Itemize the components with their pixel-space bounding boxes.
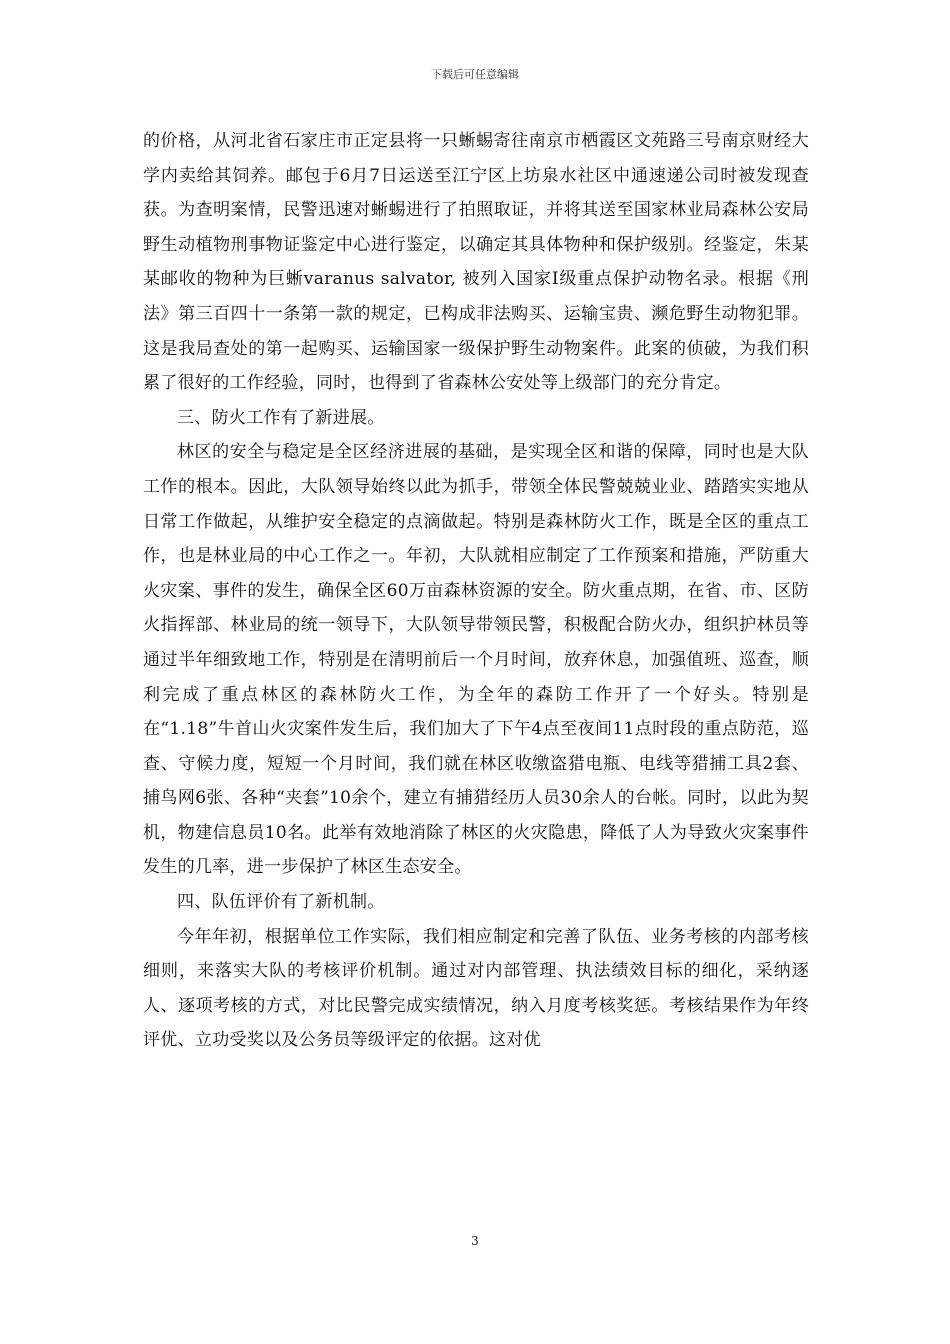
- page-header: 下载后可任意编辑: [431, 68, 519, 81]
- paragraph-case-continuation: 的价格，从河北省石家庄市正定县将一只蜥蜴寄往南京市栖霞区文苑路三号南京财经大学内卖给其饲养。邮包于6月7日运送至江宁区上坊泉水社区中通速递公司时被发现查获。为查明案情，民警迅速对蜥蜴进行了拍照取证，并将其送至国家林业局森林公安局野生动植物刑事物证鉴定中心进行鉴定，以确定其具体物种和保护级别。经鉴定，朱某某邮收的物种为巨蜥varanus salvator, 被列入国家Ⅰ级重点保护动物名录。根据《刑法》第三百四十一条第一款的规定，已构成非法购买、运输宝贵、濒危野生动物犯罪。这是我局查处的第一起购买、运输国家一级保护野生动物案件。此案的侦破，为我们积累了很好的工作经验，同时，也得到了省森林公安处等上级部门的充分肯定。: [143, 131, 809, 394]
- section-heading-evaluation: 四、队伍评价有了新机制。: [177, 892, 385, 913]
- page-number: 3: [471, 1234, 479, 1248]
- document-body: [143, 124, 809, 1058]
- paragraph-fire-prevention: 林区的安全与稳定是全区经济进展的基础，是实现全区和谐的保障，同时也是大队工作的根本。因此，大队领导始终以此为抓手，带领全体民警兢兢业业、踏踏实实地从日常工作做起，从维护安全稳定的点滴做起。特别是森林防火工作，既是全区的重点工作，也是林业局的中心工作之一。年初，大队就相应制定了工作预案和措施，严防重大火灾案、事件的发生，确保全区60万亩森林资源的安全。防火重点期，在省、市、区防火指挥部、林业局的统一领导下，大队领导带领民警，积极配合防火办，组织护林员等通过半年细致地工作，特别是在清明前后一个月时间，放弃休息，加强值班、巡查，顺利完成了重点林区的森林防火工作，为全年的森防工作开了一个好头。特别是在“1.18”牛首山火灾案件发生后，我们加大了下午4点至夜间11点时段的重点防范，巡查、守候力度，短短一个月时间，我们就在林区收缴盗猎电瓶、电线等猎捕工具2套、捕鸟网6张、各种“夹套”10余个，建立有捕猎经历人员30余人的台帐。同时，以此为契机，物建信息员10名。此举有效地消除了林区的火灾隐患，降低了人为导致火灾案事件发生的几率，进一步保护了林区生态安全。: [143, 442, 809, 878]
- section-heading-fire-prevention: 三、防火工作有了新进展。: [177, 407, 385, 428]
- paragraph-evaluation: 今年年初，根据单位工作实际，我们相应制定和完善了队伍、业务考核的内部考核细则，来落实大队的考核评价机制。通过对内部管理、执法绩效目标的细化，采纳逐人、逐项考核的方式，对比民警完成实绩情况，纳入月度考核奖惩。考核结果作为年终评优、立功受奖以及公务员等级评定的依据。这对优: [143, 926, 809, 1051]
